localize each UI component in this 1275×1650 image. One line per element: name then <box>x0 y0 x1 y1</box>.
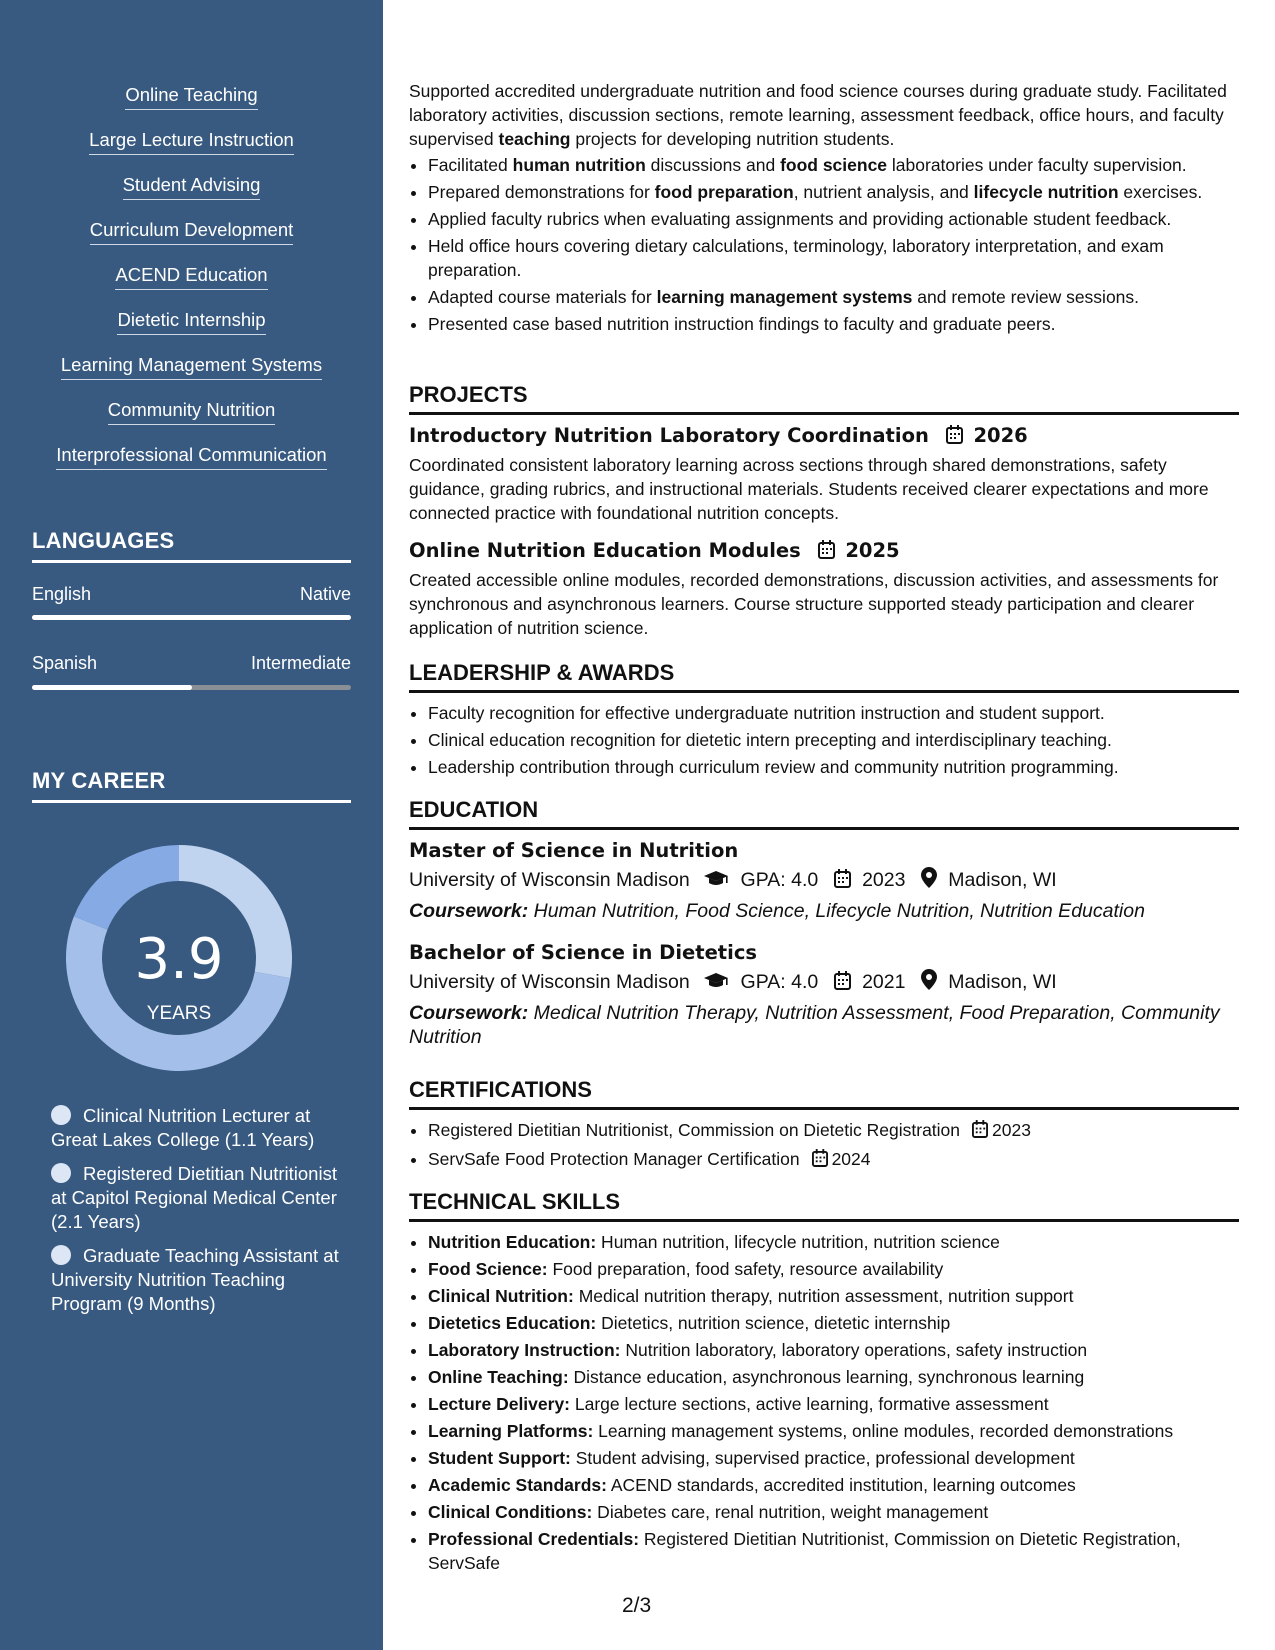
summary-text: Supported accredited undergraduate nutrition and food science courses during graduate study. Facilitated laboratory activities, discussion sections, remote learning, assessment feedback, office hours, and faculty supervised <box>409 81 1227 149</box>
bullet-text: Adapted course materials for <box>428 287 657 307</box>
leadership-item: • Clinical education recognition for dietetic intern precepting and interdisciplinary teaching. <box>428 728 1239 752</box>
project-title: Online Nutrition Education Modules <box>409 539 801 562</box>
skill-label: Learning Management Systems <box>61 354 322 380</box>
certification-name: Registered Dietitian Nutritionist, Commission on Dietetic Registration <box>428 1120 961 1140</box>
bullet-text: exercises. <box>1118 182 1203 202</box>
certifications-section <box>409 1077 1239 1176</box>
project-title: Introductory Nutrition Laboratory Coordination <box>409 424 929 447</box>
coursework-text: Human Nutrition, Food Science, Lifecycle Nutrition, Nutrition Education <box>533 900 1145 922</box>
skill-category: Student Support: <box>428 1448 571 1468</box>
career-item <box>51 1104 341 1152</box>
bullet-bold: learning management systems <box>656 287 913 307</box>
technical-skill-item <box>428 1446 1239 1470</box>
skill-values: Learning management systems, online modules, recorded demonstrations <box>593 1421 1174 1441</box>
language-row-spanish <box>32 653 351 674</box>
bullet-bold: human nutrition <box>512 155 646 175</box>
calendar-icon <box>834 868 851 896</box>
education-meta <box>409 866 1239 896</box>
skill-values: Diabetes care, renal nutrition, weight management <box>592 1502 989 1522</box>
bullet-bold: food preparation <box>654 182 794 202</box>
bullet-dot-icon <box>51 1163 71 1183</box>
coursework <box>409 899 1239 923</box>
technical-skill-item <box>428 1419 1239 1443</box>
coursework-label: Coursework: <box>409 1002 529 1024</box>
project-year: 2025 <box>845 539 900 562</box>
certification-item <box>428 1118 1239 1144</box>
language-bar-fill <box>32 615 351 620</box>
skill-item <box>0 354 383 399</box>
education-year: 2023 <box>862 869 906 891</box>
skill-values: Dietetics, nutrition science, dietetic internship <box>596 1313 951 1333</box>
language-row-english <box>32 584 351 605</box>
skill-category: Food Science: <box>428 1259 548 1279</box>
skill-item <box>0 129 383 174</box>
technical-skill-item <box>428 1311 1239 1335</box>
bullet-text: Presented case based nutrition instruction findings to faculty and graduate peers. <box>428 314 1056 334</box>
experience-bullets <box>409 153 1239 336</box>
education-heading: EDUCATION <box>409 797 1239 830</box>
bullet-bold: food science <box>780 155 888 175</box>
calendar-icon <box>972 1120 988 1144</box>
bullet-bold: lifecycle nutrition <box>973 182 1119 202</box>
bullet-text: Prepared demonstrations for <box>428 182 655 202</box>
education-item <box>409 940 1239 1049</box>
skill-category: Dietetics Education: <box>428 1313 597 1333</box>
summary-text: projects for developing nutrition students. <box>570 129 895 149</box>
skill-item <box>0 174 383 219</box>
certifications-list <box>409 1118 1239 1173</box>
skill-label: Community Nutrition <box>108 399 276 425</box>
skill-item <box>0 444 383 489</box>
bullet-dot-icon <box>51 1245 71 1265</box>
project-title-row <box>409 538 1239 566</box>
project-item <box>409 423 1239 525</box>
skill-label: Student Advising <box>123 174 261 200</box>
skill-label: Dietetic Internship <box>117 309 265 335</box>
career-item <box>51 1244 341 1316</box>
bullet-text: laboratories under faculty supervision. <box>887 155 1187 175</box>
skill-label: ACEND Education <box>115 264 267 290</box>
experience-bullet <box>428 312 1239 336</box>
experience-bullet <box>428 234 1239 282</box>
summary-bold: teaching <box>498 129 571 149</box>
bullet-text: Applied faculty rubrics when evaluating assignments and providing actionable student feedback. <box>428 209 1172 229</box>
skill-category: Clinical Nutrition: <box>428 1286 574 1306</box>
language-name: English <box>32 584 92 604</box>
leadership-section <box>409 660 1239 782</box>
donut-segment <box>74 845 179 930</box>
projects-heading: PROJECTS <box>409 382 1239 415</box>
skill-category: Nutrition Education: <box>428 1232 597 1252</box>
calendar-icon <box>818 540 835 566</box>
career-years-value: 3.9 <box>134 927 224 992</box>
skill-values: Food preparation, food safety, resource availability <box>547 1259 944 1279</box>
languages-heading: LANGUAGES <box>32 528 351 563</box>
experience-bullet <box>428 207 1239 231</box>
leadership-heading: LEADERSHIP & AWARDS <box>409 660 1239 693</box>
skill-values: Registered Dietitian Nutritionist, Commission on Dietetic Registration, ServSafe <box>428 1529 1181 1573</box>
projects-section <box>409 382 1239 640</box>
bullet-text: , nutrient analysis, and <box>793 182 974 202</box>
technical-skill-item <box>428 1365 1239 1389</box>
calendar-icon <box>834 970 851 998</box>
gpa: GPA: 4.0 <box>740 869 819 891</box>
career-text: Registered Dietitian Nutritionist at Capitol Regional Medical Center (2.1 Years) <box>51 1163 337 1232</box>
graduation-cap-icon <box>703 868 729 896</box>
skill-values: Nutrition laboratory, laboratory operations, safety instruction <box>620 1340 1088 1360</box>
technical-skills-list <box>409 1230 1239 1575</box>
leadership-list <box>409 701 1239 779</box>
project-year: 2026 <box>973 424 1028 447</box>
education-section <box>409 797 1239 1049</box>
technical-skill-item <box>428 1527 1239 1575</box>
experience-block <box>409 79 1239 339</box>
experience-bullet <box>428 180 1239 204</box>
language-bar-spanish <box>32 685 351 690</box>
career-list <box>51 1104 341 1326</box>
coursework-label: Coursework: <box>409 900 529 922</box>
skill-item <box>0 219 383 264</box>
graduation-cap-icon <box>703 970 729 998</box>
certification-item <box>428 1147 1239 1173</box>
technical-skill-item <box>428 1230 1239 1254</box>
calendar-icon <box>946 425 963 451</box>
skill-list <box>0 84 383 489</box>
project-item <box>409 538 1239 640</box>
education-location: Madison, WI <box>948 971 1057 993</box>
experience-bullet <box>428 285 1239 309</box>
career-heading: MY CAREER <box>32 768 351 803</box>
skill-category: Online Teaching: <box>428 1367 569 1387</box>
technical-skill-item <box>428 1500 1239 1524</box>
education-meta <box>409 968 1239 998</box>
certifications-heading: CERTIFICATIONS <box>409 1077 1239 1110</box>
project-title-row <box>409 423 1239 451</box>
language-bar-english <box>32 615 351 620</box>
certification-name: ServSafe Food Protection Manager Certification <box>428 1149 800 1169</box>
certification-year: 2024 <box>831 1149 871 1169</box>
certification-year: 2023 <box>992 1120 1031 1140</box>
experience-bullet <box>428 153 1239 177</box>
skill-item <box>0 84 383 129</box>
technical-skill-item <box>428 1473 1239 1497</box>
calendar-icon <box>812 1149 828 1173</box>
career-text: Graduate Teaching Assistant at University Nutrition Teaching Program (9 Months) <box>51 1245 339 1314</box>
page-number: 2/3 <box>622 1594 652 1617</box>
skill-values: Large lecture sections, active learning, formative assessment <box>570 1394 1049 1414</box>
school-name: University of Wisconsin Madison <box>409 869 690 891</box>
skill-values: Student advising, supervised practice, professional development <box>570 1448 1075 1468</box>
career-years-label: YEARS <box>146 1003 212 1024</box>
location-pin-icon <box>921 969 937 998</box>
experience-summary <box>409 79 1239 151</box>
skill-label: Interprofessional Communication <box>56 444 326 470</box>
location-pin-icon <box>921 867 937 896</box>
skill-label: Large Lecture Instruction <box>89 129 294 155</box>
language-level: Native <box>299 584 351 604</box>
skill-values: Human nutrition, lifecycle nutrition, nutrition science <box>596 1232 1000 1252</box>
bullet-text: and remote review sessions. <box>912 287 1140 307</box>
project-description: Created accessible online modules, recorded demonstrations, discussion activities, and assessments for synchronous and asynchronous learners. Course structure supported steady participation and clearer application of nutrition science. <box>409 570 1219 638</box>
leadership-item: • Leadership contribution through curriculum review and community nutrition programming. <box>428 755 1239 779</box>
skill-values: ACEND standards, accredited institution, learning outcomes <box>606 1475 1076 1495</box>
skill-label: Online Teaching <box>125 84 257 110</box>
career-donut-chart <box>66 845 292 1071</box>
bullet-text: discussions and <box>645 155 781 175</box>
degree-title: Bachelor of Science in Dietetics <box>409 941 757 964</box>
skill-values: Medical nutrition therapy, nutrition assessment, nutrition support <box>573 1286 1074 1306</box>
language-level: Intermediate <box>250 653 351 673</box>
project-description: Coordinated consistent laboratory learning across sections through shared demonstrations, safety guidance, grading rubrics, and instructional materials. Students received clearer expectations and more connected practice with foundational nutrition concepts. <box>409 455 1209 523</box>
skill-category: Clinical Conditions: <box>428 1502 593 1522</box>
language-name: Spanish <box>32 653 98 673</box>
technical-skill-item <box>428 1338 1239 1362</box>
degree-title: Master of Science in Nutrition <box>409 839 739 862</box>
bullet-dot-icon <box>51 1105 71 1125</box>
career-text: Clinical Nutrition Lecturer at Great Lakes College (1.1 Years) <box>51 1105 315 1150</box>
coursework <box>409 1001 1239 1049</box>
skill-item <box>0 309 383 354</box>
sidebar <box>0 0 383 1650</box>
education-location: Madison, WI <box>948 869 1057 891</box>
coursework-text: Medical Nutrition Therapy, Nutrition Assessment, Food Preparation, Community Nutrition <box>409 1002 1220 1048</box>
bullet-text: Facilitated <box>428 155 513 175</box>
technical-skills-section <box>409 1189 1239 1578</box>
gpa: GPA: 4.0 <box>740 971 819 993</box>
skill-item <box>0 264 383 309</box>
language-bar-fill <box>32 685 192 690</box>
skill-category: Laboratory Instruction: <box>428 1340 621 1360</box>
technical-skill-item <box>428 1392 1239 1416</box>
skill-category: Learning Platforms: <box>428 1421 594 1441</box>
leadership-item: • Faculty recognition for effective undergraduate nutrition instruction and student support. <box>428 701 1239 725</box>
skill-item <box>0 399 383 444</box>
skill-category: Professional Credentials: <box>428 1529 640 1549</box>
technical-skill-item <box>428 1257 1239 1281</box>
technical-skill-item <box>428 1284 1239 1308</box>
career-item <box>51 1162 341 1234</box>
education-item <box>409 838 1239 923</box>
technical-skills-heading: TECHNICAL SKILLS <box>409 1189 1239 1222</box>
skill-label: Curriculum Development <box>90 219 294 245</box>
skill-category: Academic Standards: <box>428 1475 607 1495</box>
skill-category: Lecture Delivery: <box>428 1394 571 1414</box>
school-name: University of Wisconsin Madison <box>409 971 690 993</box>
education-year: 2021 <box>862 971 906 993</box>
skill-values: Distance education, asynchronous learning, synchronous learning <box>568 1367 1085 1387</box>
bullet-text: Held office hours covering dietary calculations, terminology, laboratory interpretation, and exam preparation. <box>428 236 1164 280</box>
